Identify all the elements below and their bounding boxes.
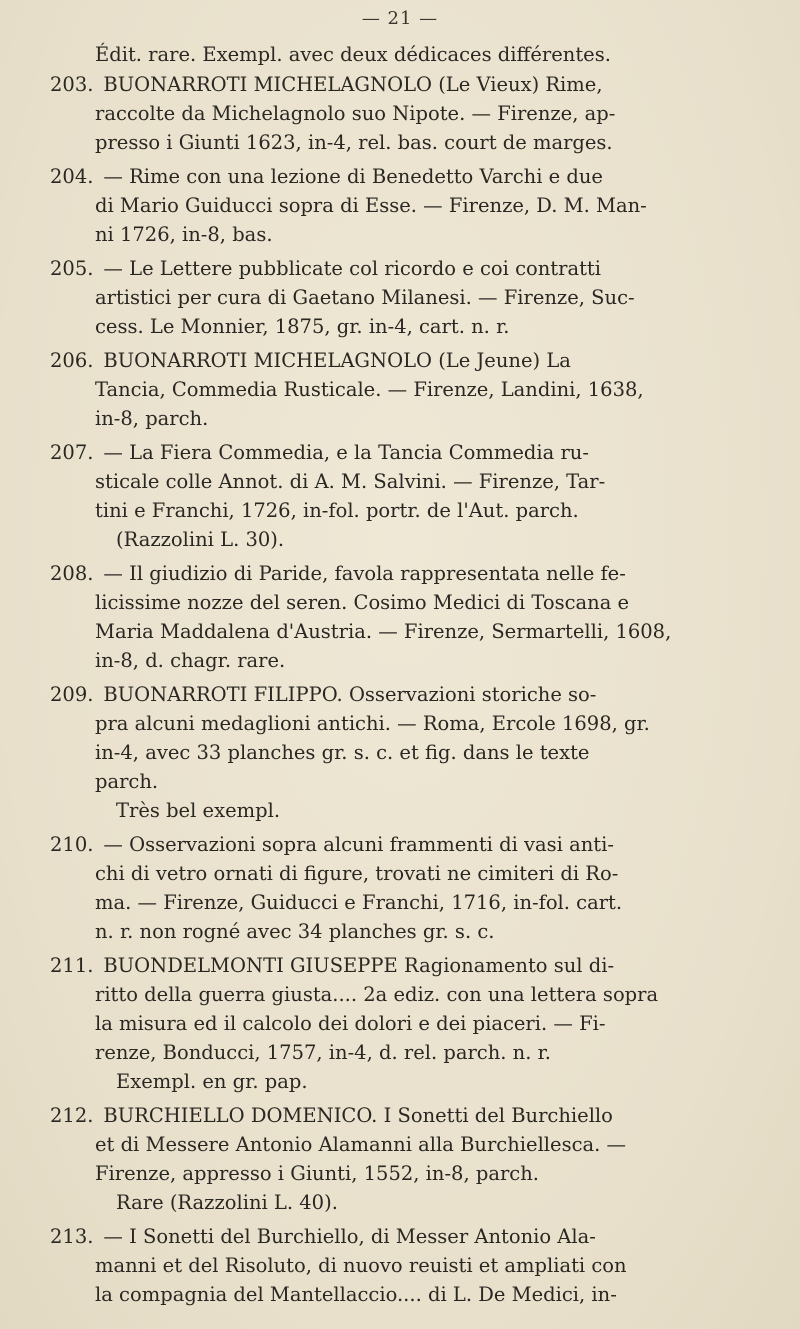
- entry-line: [50, 128, 780, 157]
- entry-first-line: [50, 1101, 780, 1130]
- entry-text: la misura ed il calcolo dei dolori e dei piaceri. — Fi-: [95, 1012, 606, 1035]
- entry-note: Rare (Razzolini L. 40).: [116, 1191, 338, 1214]
- entry-text: la compagnia del Mantellaccio.... di L. De Medici, in-: [95, 1283, 617, 1306]
- entry-line: [50, 646, 780, 675]
- entry-first-line: [50, 70, 780, 99]
- entry-number: 205.: [50, 257, 94, 280]
- entry-note: Très bel exempl.: [116, 799, 281, 822]
- entry-line: [50, 1159, 780, 1188]
- entry-line: [50, 283, 780, 312]
- entry-number: 207.: [50, 441, 94, 464]
- entry-text: — I Sonetti del Burchiello, di Messer Antonio Ala-: [103, 1225, 596, 1248]
- entry-line: [50, 312, 780, 341]
- entry-line: [50, 588, 780, 617]
- page-number: — 21 —: [361, 8, 439, 29]
- entry-number: 211.: [50, 954, 94, 977]
- entry-text: Tancia, Commedia Rusticale. — Firenze, Landini, 1638,: [95, 378, 644, 401]
- entry-text: et di Messere Antonio Alamanni alla Burchiellesca. —: [95, 1133, 627, 1156]
- entry-text: — Il giudizio di Paride, favola rappresentata nelle fe-: [103, 562, 626, 585]
- entry-line: [50, 467, 780, 496]
- entry-line: [50, 767, 780, 796]
- entry-line: [50, 220, 780, 249]
- catalogue-entry: [50, 70, 780, 157]
- entry-text: di Mario Guiducci sopra di Esse. — Firenze, D. M. Man-: [95, 194, 647, 217]
- catalogue-entry: [50, 346, 780, 433]
- entry-text: — La Fiera Commedia, e la Tancia Commedia ru-: [103, 441, 589, 464]
- catalogue-entry: [50, 680, 780, 825]
- entry-text: BURCHIELLO DOMENICO. I Sonetti del Burchiello: [103, 1104, 613, 1127]
- entry-first-line: [50, 951, 780, 980]
- entry-line: [50, 1038, 780, 1067]
- entry-text: BUONARROTI FILIPPO. Osservazioni storiche so-: [103, 683, 597, 706]
- catalogue-entry: [50, 1101, 780, 1217]
- entry-note: (Razzolini L. 30).: [116, 528, 285, 551]
- entry-line: [50, 617, 780, 646]
- entry-line: [50, 859, 780, 888]
- entry-first-line: [50, 559, 780, 588]
- catalogue-entry: [50, 254, 780, 341]
- entry-number: 213.: [50, 1225, 94, 1248]
- entry-text: in-8, parch.: [95, 407, 209, 430]
- entry-note: Exempl. en gr. pap.: [116, 1070, 308, 1093]
- entry-line: [50, 917, 780, 946]
- catalogue-entry: [50, 162, 780, 249]
- entry-text: tini e Franchi, 1726, in-fol. portr. de l'Aut. parch.: [95, 499, 579, 522]
- entry-first-line: [50, 1222, 780, 1251]
- entry-text: — Le Lettere pubblicate col ricordo e coi contratti: [103, 257, 601, 280]
- entry-number: 203.: [50, 73, 94, 96]
- entry-text: renze, Bonducci, 1757, in-4, d. rel. parch. n. r.: [95, 1041, 552, 1064]
- entry-text: in-4, avec 33 planches gr. s. c. et fig. dans le texte: [95, 741, 590, 764]
- entry-text: in-8, d. chagr. rare.: [95, 649, 286, 672]
- entry-first-line: [50, 162, 780, 191]
- entry-text: BUONARROTI MICHELAGNOLO (Le Vieux) Rime,: [103, 73, 603, 96]
- entry-text: Maria Maddalena d'Austria. — Firenze, Sermartelli, 1608,: [95, 620, 672, 643]
- entry-number: 204.: [50, 165, 94, 188]
- entry-text: pra alcuni medaglioni antichi. — Roma, Ercole 1698, gr.: [95, 712, 650, 735]
- entry-text: raccolte da Michelagnolo suo Nipote. — Firenze, ap-: [95, 102, 616, 125]
- entry-line: [50, 888, 780, 917]
- entry-text: cess. Le Monnier, 1875, gr. in-4, cart. n. r.: [95, 315, 510, 338]
- entry-first-line: [50, 438, 780, 467]
- entry-line: [50, 980, 780, 1009]
- entry-text: licissime nozze del seren. Cosimo Medici di Toscana e: [95, 591, 630, 614]
- entry-text: parch.: [95, 770, 159, 793]
- entry-line: [50, 1251, 780, 1280]
- entry-first-line: [50, 830, 780, 859]
- entry-line: [50, 1009, 780, 1038]
- entry-number: 212.: [50, 1104, 94, 1127]
- entry-text: ma. — Firenze, Guiducci e Franchi, 1716, in-fol. cart.: [95, 891, 623, 914]
- entry-line: [50, 496, 780, 525]
- catalogue-entry: [50, 559, 780, 675]
- entry-text: chi di vetro ornati di figure, trovati ne cimiteri di Ro-: [95, 862, 619, 885]
- entry-first-line: [50, 254, 780, 283]
- entry-first-line: [50, 680, 780, 709]
- entry-list: [50, 70, 780, 1314]
- entry-line: [50, 404, 780, 433]
- entry-text: BUONARROTI MICHELAGNOLO (Le Jeune) La: [103, 349, 571, 372]
- entry-text: — Rime con una lezione di Benedetto Varchi e due: [103, 165, 603, 188]
- entry-text: ni 1726, in-8, bas.: [95, 223, 273, 246]
- catalogue-entry: [50, 830, 780, 946]
- entry-number: 208.: [50, 562, 94, 585]
- entry-number: 210.: [50, 833, 94, 856]
- intro-line: Édit. rare. Exempl. avec deux dédicaces différentes.: [95, 43, 611, 66]
- entry-text: artistici per cura di Gaetano Milanesi. — Firenze, Suc-: [95, 286, 635, 309]
- entry-text: manni et del Risoluto, di nuovo reuisti et ampliati con: [95, 1254, 627, 1277]
- entry-text: Firenze, appresso i Giunti, 1552, in-8, parch.: [95, 1162, 539, 1185]
- entry-text: — Osservazioni sopra alcuni frammenti di vasi anti-: [103, 833, 614, 856]
- entry-line: [50, 375, 780, 404]
- catalogue-entry: [50, 951, 780, 1096]
- entry-number: 206.: [50, 349, 94, 372]
- entry-line: [50, 738, 780, 767]
- entry-text: n. r. non rogné avec 34 planches gr. s. c.: [95, 920, 495, 943]
- entry-line: [50, 1280, 780, 1309]
- entry-text: sticale colle Annot. di A. M. Salvini. — Firenze, Tar-: [95, 470, 606, 493]
- entry-text: BUONDELMONTI GIUSEPPE Ragionamento sul di-: [103, 954, 615, 977]
- entry-line: [50, 709, 780, 738]
- catalogue-entry: [50, 438, 780, 554]
- catalogue-entry: [50, 1222, 780, 1309]
- entry-text: ritto della guerra giusta.... 2a ediz. con una lettera sopra: [95, 983, 659, 1006]
- entry-line: [50, 99, 780, 128]
- entry-first-line: [50, 346, 780, 375]
- entry-text: presso i Giunti 1623, in-4, rel. bas. court de marges.: [95, 131, 613, 154]
- entry-number: 209.: [50, 683, 94, 706]
- entry-line: [50, 1130, 780, 1159]
- entry-line: [50, 191, 780, 220]
